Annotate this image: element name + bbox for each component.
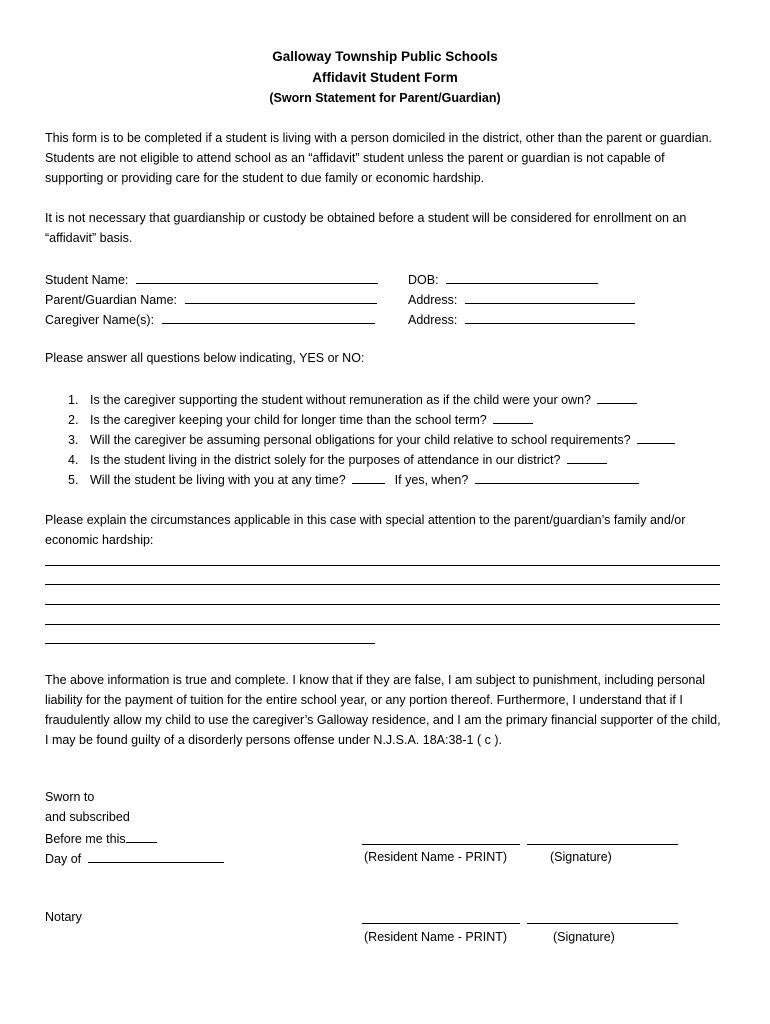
- address-2-label: Address:: [408, 313, 458, 327]
- question-5-text: Will the student be living with you at any time?: [90, 473, 346, 487]
- address-2-line[interactable]: [465, 311, 635, 324]
- explain-line-1[interactable]: [45, 565, 720, 566]
- question-5-number: 5.: [68, 473, 79, 487]
- resident-name-line-1[interactable]: [362, 844, 520, 845]
- signature-label-2: (Signature): [553, 930, 615, 944]
- intro-paragraph-1: This form is to be completed if a student is living with a person domiciled in the district, other than the parent or guardian. Students are not eligible to attend school as an “affidavit” student unless the parent or guardian is not capable of supporting or providing care for the student to due family or economic hardship.: [45, 131, 713, 185]
- dob-field[interactable]: [408, 271, 598, 287]
- caregiver-name-label: Caregiver Name(s):: [45, 313, 155, 327]
- question-1-number: 1.: [68, 393, 79, 407]
- student-name-label: Student Name:: [45, 273, 129, 287]
- resident-print-label-2: (Resident Name - PRINT): [364, 930, 508, 944]
- questions-intro: Please answer all questions below indicating, YES or NO:: [45, 351, 365, 365]
- question-5-answer[interactable]: [352, 471, 385, 484]
- resident-name-line-2[interactable]: [362, 923, 520, 924]
- explain-line-4[interactable]: [45, 624, 720, 625]
- question-2-answer[interactable]: [493, 411, 533, 424]
- question-1: [68, 391, 637, 407]
- explain-text: Please explain the circumstances applicable in this case with special attention to the parent/guardian’s family and/or economic hardship:: [45, 513, 686, 547]
- dob-line[interactable]: [446, 271, 598, 284]
- student-name-line[interactable]: [136, 271, 378, 284]
- declaration-text: The above information is true and complete. I know that if they are false, I am subject to punishment, including personal liability for the payment of tuition for the entire school year, or any portion thereof. Furthermore, I understand that if I fraudulently allow my child to use the caregiver’s Galloway residence, and I am the primary financial supporter of the child, I may be found guilty of a disorderly persons offense under N.J.S.A. 18A:38-1 ( c ).: [45, 673, 721, 747]
- question-5: [68, 471, 639, 487]
- explain-line-5[interactable]: [45, 643, 375, 644]
- student-name-field[interactable]: [45, 271, 378, 287]
- day-of-label: Day of: [45, 852, 82, 866]
- question-1-text: Is the caregiver supporting the student without remuneration as if the child were your own?: [90, 393, 591, 407]
- day-of-field[interactable]: [45, 850, 224, 866]
- resident-print-label-1: (Resident Name - PRINT): [364, 850, 508, 864]
- question-1-answer[interactable]: [597, 391, 637, 404]
- if-yes-line[interactable]: [475, 471, 639, 484]
- question-3: [68, 431, 675, 447]
- question-2-number: 2.: [68, 413, 79, 427]
- parent-name-line[interactable]: [185, 291, 377, 304]
- before-me-label: Before me this: [45, 832, 126, 846]
- signature-line-2[interactable]: [527, 923, 678, 924]
- question-2-text: Is the caregiver keeping your child for longer time than the school term?: [90, 413, 487, 427]
- question-3-number: 3.: [68, 433, 79, 447]
- question-4-number: 4.: [68, 453, 79, 467]
- address-1-line[interactable]: [465, 291, 635, 304]
- form-title: Galloway Township Public Schools: [272, 49, 498, 64]
- question-3-text: Will the caregiver be assuming personal obligations for your child relative to school requirements?: [90, 433, 631, 447]
- before-me-line[interactable]: [126, 830, 157, 843]
- parent-name-field[interactable]: [45, 291, 377, 307]
- form-subtitle: Affidavit Student Form: [312, 70, 458, 85]
- question-4: [68, 451, 607, 467]
- notary-label: Notary: [45, 910, 82, 924]
- day-of-line[interactable]: [88, 850, 224, 863]
- explain-line-2[interactable]: [45, 584, 720, 585]
- before-me-field[interactable]: [45, 830, 157, 846]
- caregiver-name-field[interactable]: [45, 311, 375, 327]
- intro-paragraph-2: It is not necessary that guardianship or custody be obtained before a student will be considered for enrollment on an “affidavit” basis.: [45, 211, 687, 245]
- explain-line-3[interactable]: [45, 604, 720, 605]
- address-1-label: Address:: [408, 293, 458, 307]
- question-3-answer[interactable]: [637, 431, 675, 444]
- if-yes-label: If yes, when?: [394, 473, 469, 487]
- caregiver-name-line[interactable]: [162, 311, 375, 324]
- parent-name-label: Parent/Guardian Name:: [45, 293, 178, 307]
- question-2: [68, 411, 533, 427]
- address-2-field[interactable]: [408, 311, 635, 327]
- sworn-line-2: and subscribed: [45, 810, 130, 824]
- question-4-answer[interactable]: [567, 451, 607, 464]
- signature-line-1[interactable]: [527, 844, 678, 845]
- sworn-line-1: Sworn to: [45, 790, 95, 804]
- signature-label-1: (Signature): [550, 850, 612, 864]
- dob-label: DOB:: [408, 273, 439, 287]
- question-4-text: Is the student living in the district solely for the purposes of attendance in our district?: [90, 453, 561, 467]
- form-note: (Sworn Statement for Parent/Guardian): [269, 91, 501, 105]
- address-1-field[interactable]: [408, 291, 635, 307]
